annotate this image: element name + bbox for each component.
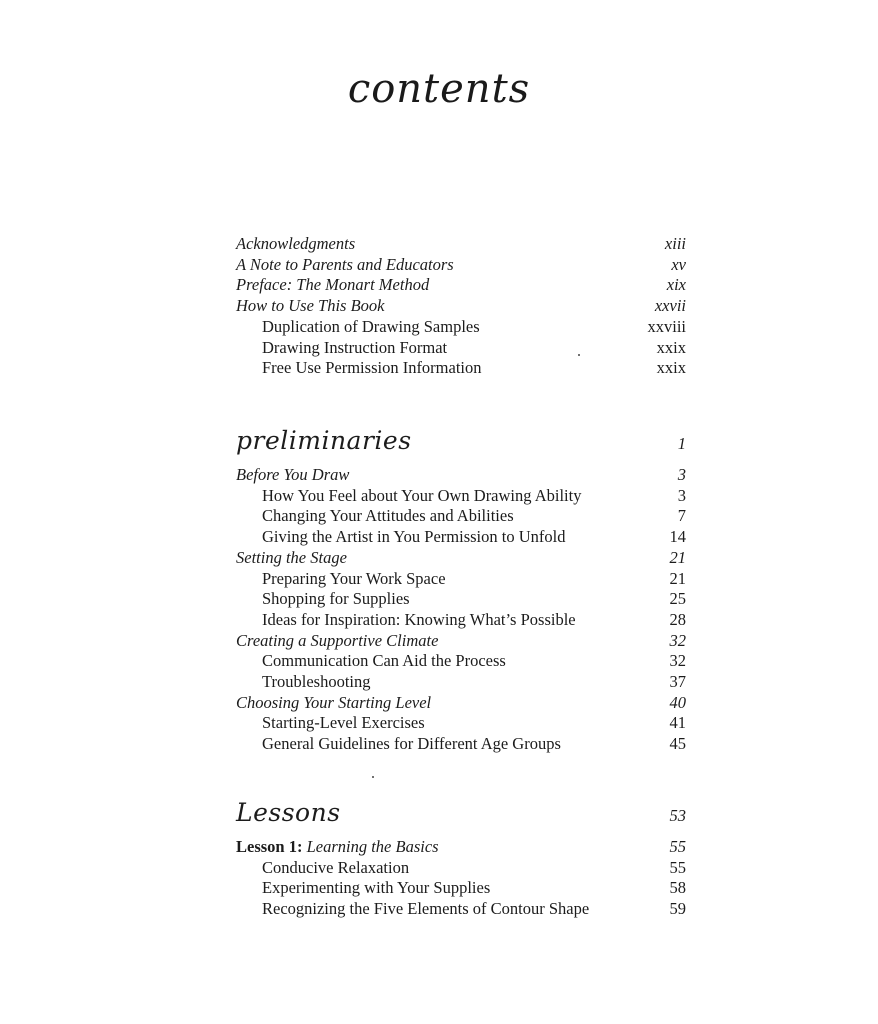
toc-page-number: 55 (669, 837, 686, 856)
section-heading (236, 798, 686, 827)
toc-subentry (236, 651, 686, 672)
toc-entry-label (236, 837, 439, 858)
toc-entry-label: Free Use Permission Information (262, 358, 482, 378)
section-lessons (236, 798, 686, 920)
toc-entry (236, 693, 686, 714)
page-title: contents (347, 66, 531, 112)
toc-page-number: 7 (677, 506, 686, 526)
toc-subentry (236, 486, 686, 507)
toc-entry-label: Troubleshooting (262, 672, 371, 692)
toc-entry (236, 631, 686, 652)
toc-entry (236, 234, 686, 255)
toc-subentry (236, 569, 686, 590)
print-speck (578, 354, 580, 356)
toc-subentry (236, 338, 686, 359)
toc-entry (236, 837, 686, 858)
toc-entry-label: Preface: The Monart Method (236, 275, 430, 295)
toc-page-number: 3 (677, 485, 686, 505)
section-preliminaries (236, 426, 686, 755)
toc-subentry (236, 527, 686, 548)
toc-entry-label: Setting the Stage (236, 547, 347, 567)
section-heading-label: preliminaries (236, 426, 412, 455)
toc-subentry (236, 358, 686, 379)
toc-page-number: 21 (669, 568, 686, 588)
toc-entry-label: Creating a Supportive Climate (236, 630, 439, 650)
toc-page-number: 37 (669, 672, 686, 692)
toc-entry-label: Changing Your Attitudes and Abilities (262, 506, 514, 526)
toc-entry (236, 465, 686, 486)
toc-subentry (236, 506, 686, 527)
toc-entry (236, 275, 686, 296)
lesson-number: Lesson 1: (236, 837, 303, 856)
toc-entry-label: Drawing Instruction Format (262, 337, 448, 357)
toc-entry-label: Conducive Relaxation (262, 857, 410, 877)
toc-entry-label: How You Feel about Your Own Drawing Ability (262, 485, 582, 505)
front-matter-list (236, 234, 686, 379)
toc-subentry (236, 713, 686, 734)
toc-page-number: 28 (669, 609, 686, 629)
toc-entry-label: Ideas for Inspiration: Knowing What’s Possible (262, 609, 576, 629)
toc-page-number: 59 (669, 899, 686, 919)
toc-subentry (236, 899, 686, 920)
section-heading (236, 426, 686, 455)
toc-entry-label: Starting-Level Exercises (262, 713, 425, 733)
toc-entry-label: Giving the Artist in You Permission to Unfold (262, 527, 566, 547)
toc-subentry (236, 858, 686, 879)
toc-page-number: xix (666, 275, 686, 295)
toc-subentry (236, 610, 686, 631)
toc-entry-label: Before You Draw (236, 465, 350, 484)
toc-entry (236, 296, 686, 317)
toc-entry-label: Shopping for Supplies (262, 589, 410, 609)
toc-page-number: xxviii (647, 316, 686, 336)
toc-page-number: 32 (669, 651, 686, 671)
toc-page-number: 40 (669, 692, 686, 712)
toc-page-number: xiii (664, 234, 686, 253)
toc-page-number: 41 (669, 713, 686, 733)
toc-page-number: xxvii (654, 296, 686, 316)
toc-page-number: 58 (669, 878, 686, 898)
toc-page-number: xxix (656, 358, 686, 378)
lesson-title: Learning the Basics (306, 837, 439, 856)
toc-entry-label: General Guidelines for Different Age Groups (262, 734, 561, 754)
toc-entry-label: Acknowledgments (236, 234, 356, 253)
section-heading-label: Lessons (236, 798, 341, 827)
toc-subentry (236, 589, 686, 610)
toc-subentry (236, 734, 686, 755)
toc-page-number: 14 (669, 527, 686, 547)
toc-entry-label: Communication Can Aid the Process (262, 651, 506, 671)
toc-entry-label: Recognizing the Five Elements of Contour Shape (262, 899, 590, 919)
toc-entry-label: How to Use This Book (236, 296, 385, 316)
toc-page-number: 55 (669, 857, 686, 877)
print-speck (372, 776, 374, 778)
toc-entry-label: Choosing Your Starting Level (236, 692, 432, 712)
toc-page-number: 21 (669, 547, 686, 567)
toc-entry-label: Experimenting with Your Supplies (262, 878, 491, 898)
toc-entry-label: Duplication of Drawing Samples (262, 316, 480, 336)
toc-entry-label: A Note to Parents and Educators (236, 254, 454, 274)
toc-entry (236, 548, 686, 569)
section-page-number: 1 (677, 434, 686, 453)
toc-subentry (236, 878, 686, 899)
toc-page-number: xxix (656, 337, 686, 357)
toc-page-number: xv (671, 254, 686, 274)
toc-entry-label: Preparing Your Work Space (262, 568, 446, 588)
toc-page-number: 45 (669, 734, 686, 754)
toc-subentry (236, 317, 686, 338)
section-page-number: 53 (669, 806, 686, 825)
toc-page-number: 3 (677, 465, 686, 484)
toc-page-number: 32 (669, 630, 686, 650)
toc-subentry (236, 672, 686, 693)
toc-entry (236, 255, 686, 276)
toc-page-number: 25 (669, 589, 686, 609)
